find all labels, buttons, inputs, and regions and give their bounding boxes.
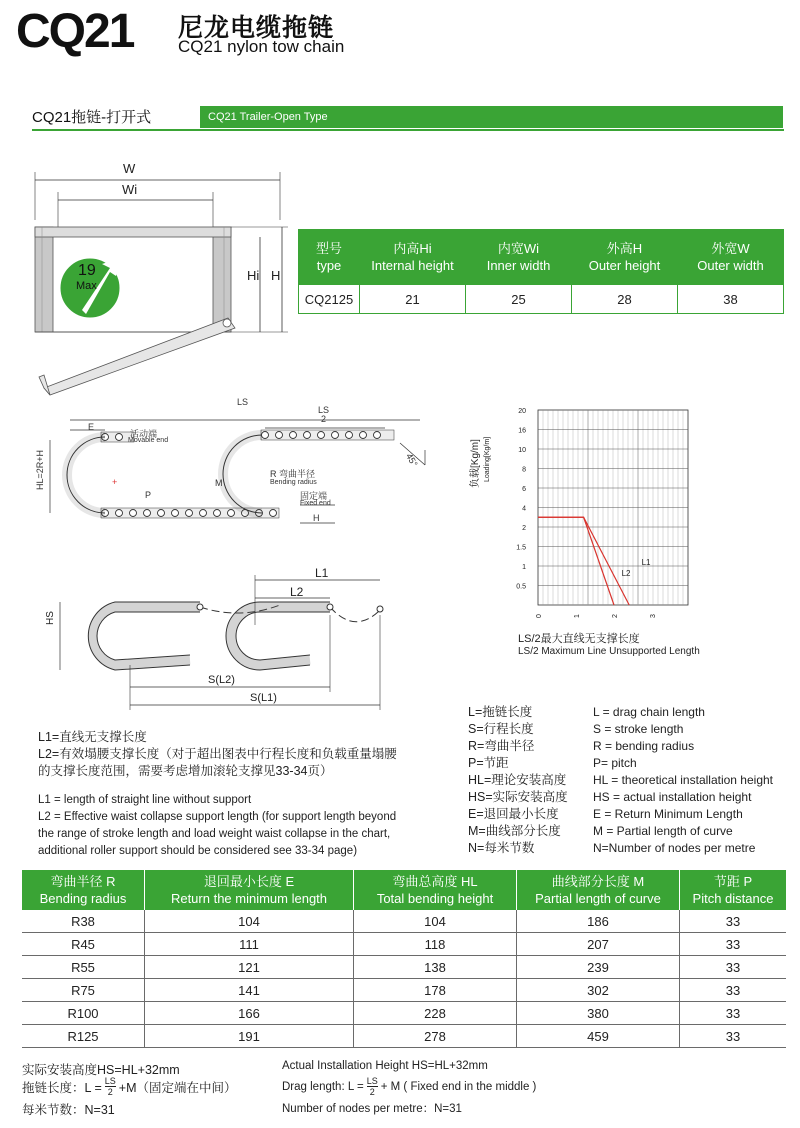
chart-ylabel-en: Loading[Kg/m] <box>484 436 491 482</box>
title-en: CQ21 nylon tow chain <box>178 37 345 56</box>
load-chart <box>470 400 700 622</box>
footer-hs-en: Actual Installation Height HS=HL+32mm <box>282 1060 488 1072</box>
chart-x-tick: 0 <box>536 614 543 618</box>
sag-diagram <box>40 565 410 725</box>
bending-table <box>22 870 786 1048</box>
bend-cell: 166 <box>145 1002 354 1025</box>
bend-cell: 33 <box>680 1025 787 1048</box>
spec-header-wi: 内宽Wi Inner width <box>466 230 572 285</box>
bend-cell: 118 <box>354 933 517 956</box>
chart-series-label: L2 <box>621 569 631 578</box>
bend-cell: 104 <box>354 910 517 933</box>
bend-cell: R45 <box>22 933 145 956</box>
bend-cell: 104 <box>145 910 354 933</box>
chart-ylabel: 负载[Kg/m] <box>470 439 481 488</box>
bend-header-m: 曲线部分长度 M Partial length of curve <box>517 870 680 910</box>
chain-h: H <box>313 513 320 523</box>
footer-length-cn: 拖链长度：L = $\frac{LS}{2}$ +M（固定端在中间） <box>22 1076 237 1097</box>
chain-link <box>214 510 221 517</box>
bend-cell: 178 <box>354 979 517 1002</box>
notes-cn: L1=直线无支撑长度 L2=有效塌腰支撑长度（对于超出图表中行程长度和负载重量塌腰 的支撑长度范围，需要考虑增加滚轮支撑见33-34页） <box>38 730 397 778</box>
bend-cell: 141 <box>145 979 354 1002</box>
chain-link <box>172 510 179 517</box>
chain-ls-half: LS 2 <box>318 405 330 424</box>
chart-series-l2 <box>538 517 614 605</box>
spec-header-hi: 内高Hi Internal height <box>360 230 466 285</box>
bend-cell: 33 <box>680 910 787 933</box>
radius-label: Max <box>76 280 97 292</box>
chain-link <box>346 432 353 439</box>
sag-s-l1: S(L1) <box>250 692 277 704</box>
section-title-en: CQ21 Trailer-Open Type <box>208 111 328 123</box>
chart-y-tick: 1 <box>522 564 526 571</box>
chart-y-tick: 1.5 <box>516 544 526 552</box>
bend-cell: R38 <box>22 910 145 933</box>
bend-row <box>22 979 786 1002</box>
chart-xlabel-cn: LS/2最大直线无支撑长度 <box>518 633 640 645</box>
chain-link <box>186 510 193 517</box>
chain-r-cn: R 弯曲半径 <box>270 469 316 479</box>
bend-row <box>22 933 786 956</box>
chain-link <box>116 434 123 441</box>
sag-l1: L1 <box>315 566 329 580</box>
bend-cell: 459 <box>517 1025 680 1048</box>
bend-cell: 191 <box>145 1025 354 1048</box>
bend-cell: 302 <box>517 979 680 1002</box>
bend-cell: 33 <box>680 1002 787 1025</box>
chain-link <box>158 510 165 517</box>
chart-xlabel-en: LS/2 Maximum Line Unsupported Length <box>518 646 700 657</box>
sag-l2: L2 <box>290 585 304 599</box>
bend-cell: R55 <box>22 956 145 979</box>
bend-cell: 111 <box>145 933 354 956</box>
footer-nodes-en: Number of nodes per metre：N=31 <box>282 1103 462 1115</box>
chart-y-tick: 8 <box>522 466 526 474</box>
section-title-cn: CQ21拖链-打开式 <box>32 109 152 126</box>
spec-header-w: 外宽W Outer width <box>678 230 784 285</box>
bend-cell: 121 <box>145 956 354 979</box>
chain-link <box>116 510 123 517</box>
chart-y-tick: 16 <box>518 427 526 435</box>
bend-header-r: 弯曲半径 R Bending radius <box>22 870 145 910</box>
chart-series-label: L1 <box>641 558 651 567</box>
bend-cell: R75 <box>22 979 145 1002</box>
chain-link <box>262 432 269 439</box>
chain-movable-cn: 活动端 <box>130 429 158 439</box>
sag-hs: HS <box>45 611 56 625</box>
spec-header-type: 型号 type <box>299 230 360 285</box>
dim-hi: Hi <box>247 268 260 283</box>
footer-hs-cn: 实际安装高度HS=HL+32mm <box>22 1063 180 1077</box>
chart-x-tick: 2 <box>612 614 619 618</box>
spec-header-h: 外高H Outer height <box>572 230 678 285</box>
chain-m: M <box>215 478 223 488</box>
chart-x-tick: 3 <box>650 614 657 618</box>
bend-cell: 33 <box>680 956 787 979</box>
bend-row <box>22 1002 786 1025</box>
chain-link <box>270 510 277 517</box>
bend-cell: R100 <box>22 1002 145 1025</box>
bend-row <box>22 956 786 979</box>
sag-s-l2: S(L2) <box>208 674 235 686</box>
chain-link <box>318 432 325 439</box>
chain-link <box>332 432 339 439</box>
bend-cell: 186 <box>517 910 680 933</box>
chain-link <box>228 510 235 517</box>
chart-x-tick: 1 <box>574 614 581 618</box>
section-title-bar <box>200 106 783 128</box>
chain-fixed-cn: 固定端 <box>300 491 328 501</box>
chain-r-en: Bending radius <box>270 479 317 486</box>
footer-nodes-cn: 每米节数：N=31 <box>22 1103 115 1117</box>
chain-hl: HL=2R+H <box>35 449 45 490</box>
brand-logo: CQ21 <box>16 5 134 58</box>
bend-header-p: 节距 P Pitch distance <box>680 870 787 910</box>
chain-link <box>276 432 283 439</box>
bend-cell: 380 <box>517 1002 680 1025</box>
bend-cell: 278 <box>354 1025 517 1048</box>
chain-fixed-en: Fixed end <box>300 500 331 507</box>
chain-diagram <box>30 395 450 535</box>
chart-y-tick: 20 <box>518 408 526 415</box>
chain-link <box>200 510 207 517</box>
definitions-cn: L=拖链长度 S=行程长度 R=弯曲半径 P=节距 HL=理论安装高度 HS=实际安装高度 E=退回最小长度 M=曲线部分长度 N=每米节数 <box>468 705 568 855</box>
bend-row <box>22 1025 786 1048</box>
title-cn: 尼龙电缆拖链 <box>178 13 335 42</box>
dim-w: W <box>123 161 136 176</box>
chain-angle: 45° <box>404 451 420 469</box>
bend-header-hl: 弯曲总高度 HL Total bending height <box>354 870 517 910</box>
dim-wi: Wi <box>122 182 138 197</box>
chain-link <box>304 432 311 439</box>
svg-text:+: + <box>112 477 118 487</box>
definitions-en: L = drag chain length S = stroke length R = bending radius P= pitch HL = theoretical installation height HS = actual installation height E = Return Minimum Length M = Partial length of curve N=Number of nodes per metre <box>593 705 773 855</box>
chart-y-tick: 2 <box>522 525 526 532</box>
chain-p: P <box>145 490 152 500</box>
chart-series-l1 <box>538 517 629 605</box>
notes-en: L1 = length of straight line without support L2 = Effective waist collapse support length (for support length beyond the range of stroke length and load weight waist collapse in the chart, additional roller support should be considered see 33-34 page) <box>38 794 397 857</box>
bend-cell: 239 <box>517 956 680 979</box>
chain-link <box>144 510 151 517</box>
chain-ls: LS <box>237 397 249 407</box>
footer-length-en: Drag length: L = $\frac{LS}{2}$ + M ( Fixed end in the middle ) <box>282 1076 537 1097</box>
radius-value: 19 <box>78 262 96 279</box>
chart-y-tick: 10 <box>518 447 526 454</box>
chain-e: E <box>88 422 95 432</box>
bend-cell: R125 <box>22 1025 145 1048</box>
bend-cell: 138 <box>354 956 517 979</box>
chain-link <box>374 432 381 439</box>
spec-row: CQ2125 21 25 28 38 <box>299 285 784 314</box>
spec-table <box>298 229 784 314</box>
chart-y-tick: 4 <box>522 505 526 513</box>
bend-header-e: 退回最小长度 E Return the minimum length <box>145 870 354 910</box>
chain-movable-en: Movable end <box>128 437 169 444</box>
bend-cell: 33 <box>680 933 787 956</box>
chain-link <box>130 510 137 517</box>
bend-row <box>22 910 786 933</box>
chart-y-tick: 6 <box>522 486 526 493</box>
section-divider <box>32 129 784 131</box>
bend-cell: 228 <box>354 1002 517 1025</box>
chain-link <box>360 432 367 439</box>
chain-link <box>290 432 297 439</box>
bend-cell: 33 <box>680 979 787 1002</box>
dim-h: H <box>271 268 281 283</box>
chart-y-tick: 0.5 <box>516 583 526 591</box>
bend-cell: 207 <box>517 933 680 956</box>
